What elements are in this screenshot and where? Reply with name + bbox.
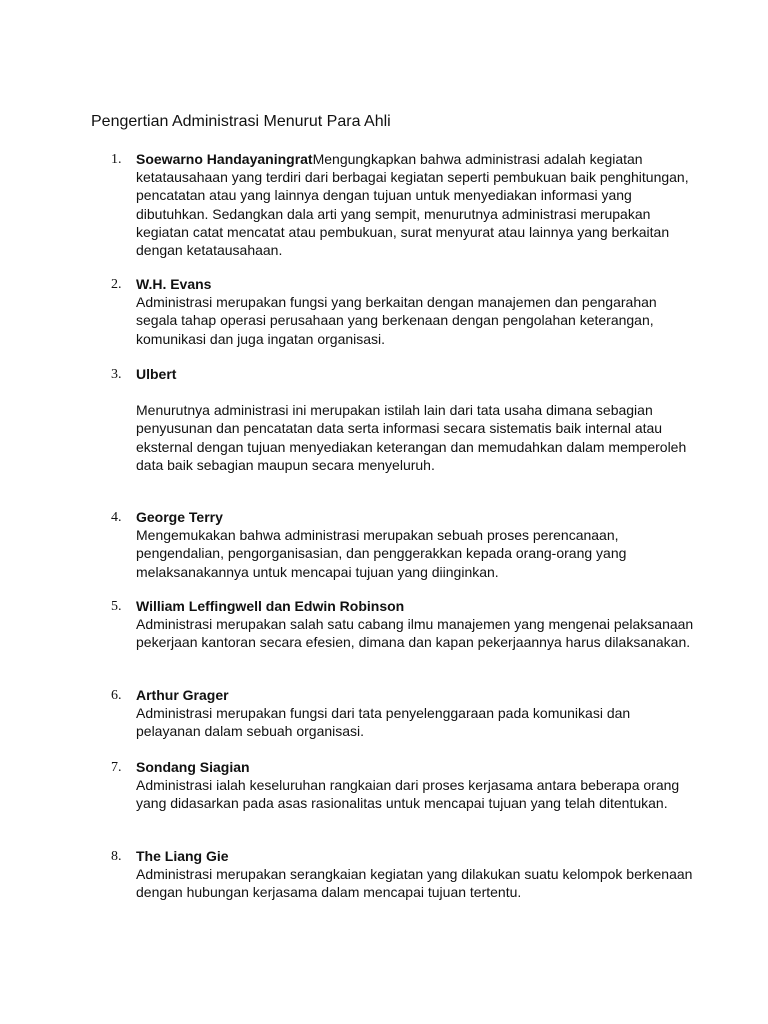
expert-definition: Administrasi merupakan salah satu cabang ilmu manajemen yang mengenai pelaksanaan pekerjaan kantoran secara efesien, dimana dan kapan pekerjaannya harus dilaksanakan. (136, 616, 694, 651)
expert-name: William Leffingwell dan Edwin Robinson (136, 598, 405, 614)
expert-name: Sondang Siagian (136, 759, 250, 775)
list-item-body (136, 365, 696, 474)
list-item-body (136, 758, 696, 813)
list-item-number: 7. (111, 760, 122, 775)
expert-definition: Administrasi merupakan fungsi dari tata penyelenggaraan pada komunikasi dan pelayanan dalam sebuah organisasi. (136, 705, 631, 740)
list-item-body (136, 847, 696, 902)
expert-name: The Liang Gie (136, 848, 229, 864)
expert-definition: Mengemukakan bahwa administrasi merupakan sebuah proses perencanaan, pengendalian, pengorganisasian, dan penggerakkan kepada orang-orang yang melaksanakannya untuk mencapai tujuan yang diinginkan. (136, 527, 627, 580)
list-item-number: 6. (111, 688, 122, 703)
expert-name: W.H. Evans (136, 276, 212, 292)
list-item-body (136, 686, 696, 741)
expert-name: Arthur Grager (136, 687, 229, 703)
paragraph-spacer (136, 383, 696, 401)
expert-name: Soewarno Handayaningrat (136, 151, 313, 167)
list-item-number: 3. (111, 367, 122, 382)
expert-definition: Administrasi ialah keseluruhan rangkaian dari proses kerjasama antara beberapa orang yang didasarkan pada asas rasionalitas untuk mencapai tujuan yang telah ditentukan. (136, 777, 680, 812)
list-item-body (136, 597, 696, 652)
list-item-body (136, 150, 696, 259)
expert-definition: Menurutnya administrasi ini merupakan istilah lain dari tata usaha dimana sebagian penyusunan dan pencatatan data serta informasi secara sistematis baik internal atau eksternal dengan tujuan menyediakan keterangan dan memudahkan dalam memperoleh data baik sebagian maupun secara menyeluruh. (136, 402, 687, 473)
list-item-body (136, 275, 696, 348)
document-title: Pengertian Administrasi Menurut Para Ahli (91, 113, 391, 130)
expert-definition: Mengungkapkan bahwa administrasi adalah kegiatan ketatausahaan yang terdiri dari berbagai kegiatan seperti pembukuan baik penghitungan, pencatatan atau yang lainnya dengan tujuan untuk menyediakan informasi yang dibutuhkan. Sedangkan dala arti yang sempit, menurutnya administrasi merupakan kegiatan catat mencatat atau pembukuan, surat menyurat atau lainnya yang berkaitan dengan ketatausahaan. (136, 151, 689, 259)
list-item-number: 8. (111, 849, 122, 864)
list-item-number: 2. (111, 277, 122, 292)
expert-name: Ulbert (136, 366, 177, 382)
list-item-number: 4. (111, 510, 122, 525)
expert-definition: Administrasi merupakan serangkaian kegiatan yang dilakukan suatu kelompok berkenaan dengan hubungan kerjasama dalam mencapai tujuan tertentu. (136, 866, 693, 901)
expert-name: George Terry (136, 509, 223, 525)
list-item-number: 1. (111, 152, 122, 167)
list-item-number: 5. (111, 599, 122, 614)
expert-definition: Administrasi merupakan fungsi yang berkaitan dengan manajemen dan pengarahan segala tahap operasi perusahaan yang berkenaan dengan pengolahan keterangan, komunikasi dan juga ingatan organisasi. (136, 294, 657, 347)
list-item-body (136, 508, 696, 581)
